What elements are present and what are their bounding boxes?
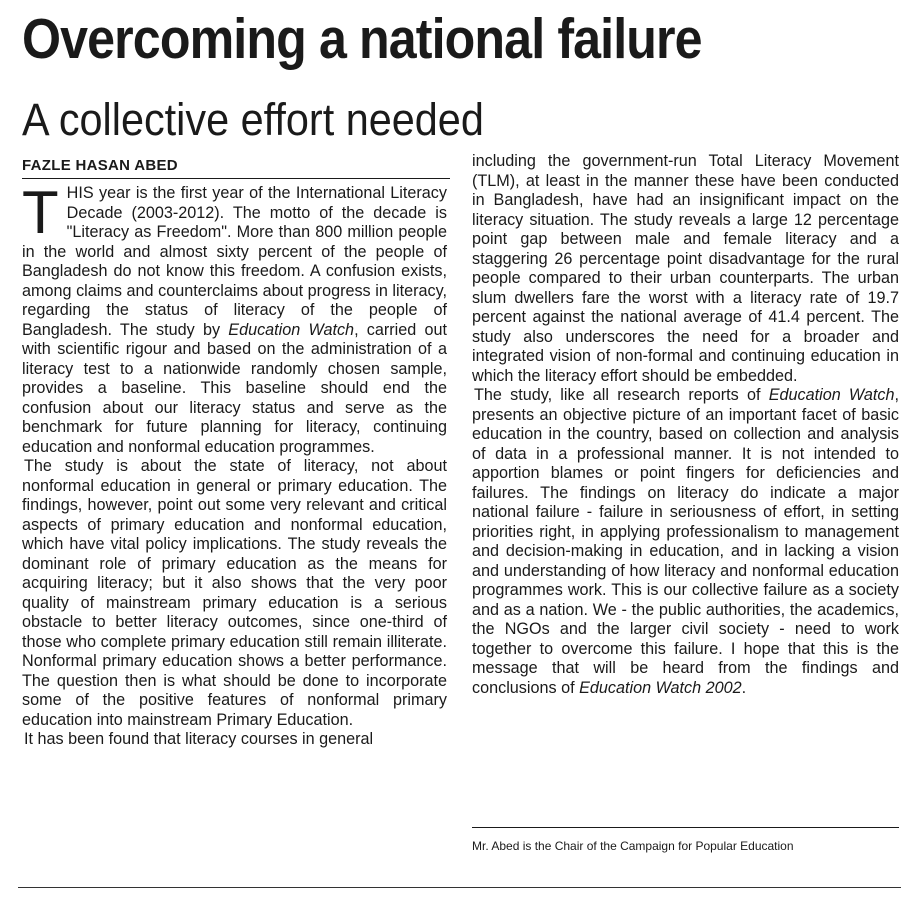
paragraph-4-text: , presents an objective picture of an important facet of basic education in the country, based on collection and analysis of data in a professional manner. It is not intended to apportion blames or point fingers for deficiencies and failures. The findings on literacy do indicate a major national failure - failure in seriousness of effort, in setting priorities right, in applying professionalism to management and decision-making in education, and in lacking a vision and understanding of how literacy and nonformal education programmes work. This is our collective failure as a society and as a nation. We - the public authorities, the academics, the NGOs and the larger civil society - need to work together to overcome this failure. I hope that this is the message that will be heard from the findings and conclusions of (472, 386, 899, 697)
headline: Overcoming a national failure (22, 7, 702, 71)
publication-name-2: Education Watch (768, 386, 895, 404)
subheadline: A collective effort needed (22, 94, 484, 145)
paragraph-3-continued: including the government-run Total Literacy Movement (TLM), at least in the manner these have been conducted in Bangladesh, have had an insignificant impact on the literacy situation. The study reveals a large 12 percentage point gap between male and female literacy and a staggering 26 percentage point disadvantage for the rural people compared to their urban counterparts. The urban slum dwellers fare the worst with a literacy rate of 19.7 percent against the national average of 41.4 percent. The study also underscores the need for a broader and integrated vision of non-formal and continuing education in which the literacy effort should be embedded. (472, 152, 899, 385)
paragraph-1-tail: , carried out with scientific rigour and based on the administration of a literacy test to a nationwide randomly chosen sample, provides a baseline. This baseline should end the confusion about our literacy status and serve as the benchmark for future planning for literacy, continuing education and nonformal education programmes. (22, 320, 447, 456)
paragraph-4 (472, 386, 899, 698)
right-column (472, 152, 899, 698)
left-column (22, 179, 447, 750)
report-title: Education Watch 2002 (579, 678, 742, 697)
paragraph-3-start: It has been found that literacy courses in general (24, 730, 374, 748)
byline-rule (22, 178, 450, 179)
author-note-rule (472, 827, 899, 828)
byline: FAZLE HASAN ABED (22, 157, 178, 174)
paragraph-1-text: HIS year is the first year of the International Literacy Decade (2003-2012). The motto of the decade is "Literacy as Freedom". More than 800 million people in the world and almost sixty percent of the people of Bangladesh do not know this freedom. A confusion exists, among claims and counterclaims about progress in literacy, regarding the status of literacy of the people of Bangladesh. The study by (22, 184, 447, 339)
paragraph-4-end: . (741, 678, 747, 697)
bottom-rule (18, 887, 901, 888)
paragraph-4-start: The study, like all research reports of (474, 386, 769, 404)
paragraph-2: The study is about the state of literacy, not about nonformal education in general or primary education. The findings, however, point out some very relevant and critical aspects of primary education and nonformal education, which have vital policy implications. The study reveals the dominant role of primary education as the means for acquiring literacy; but it also shows that the very poor quality of mainstream primary education is a serious obstacle to better literacy outcomes, since one-third of those who complete primary education still remain illiterate. Nonformal primary education shows a better performance. The question then is what should be done to incorporate some of the positive features of nonformal primary education into mainstream Primary Education. (22, 457, 447, 729)
drop-cap: T (22, 179, 59, 246)
publication-name: Education Watch (228, 320, 355, 339)
paragraph-1 (22, 179, 447, 457)
author-note: Mr. Abed is the Chair of the Campaign for Popular Education (472, 839, 794, 853)
